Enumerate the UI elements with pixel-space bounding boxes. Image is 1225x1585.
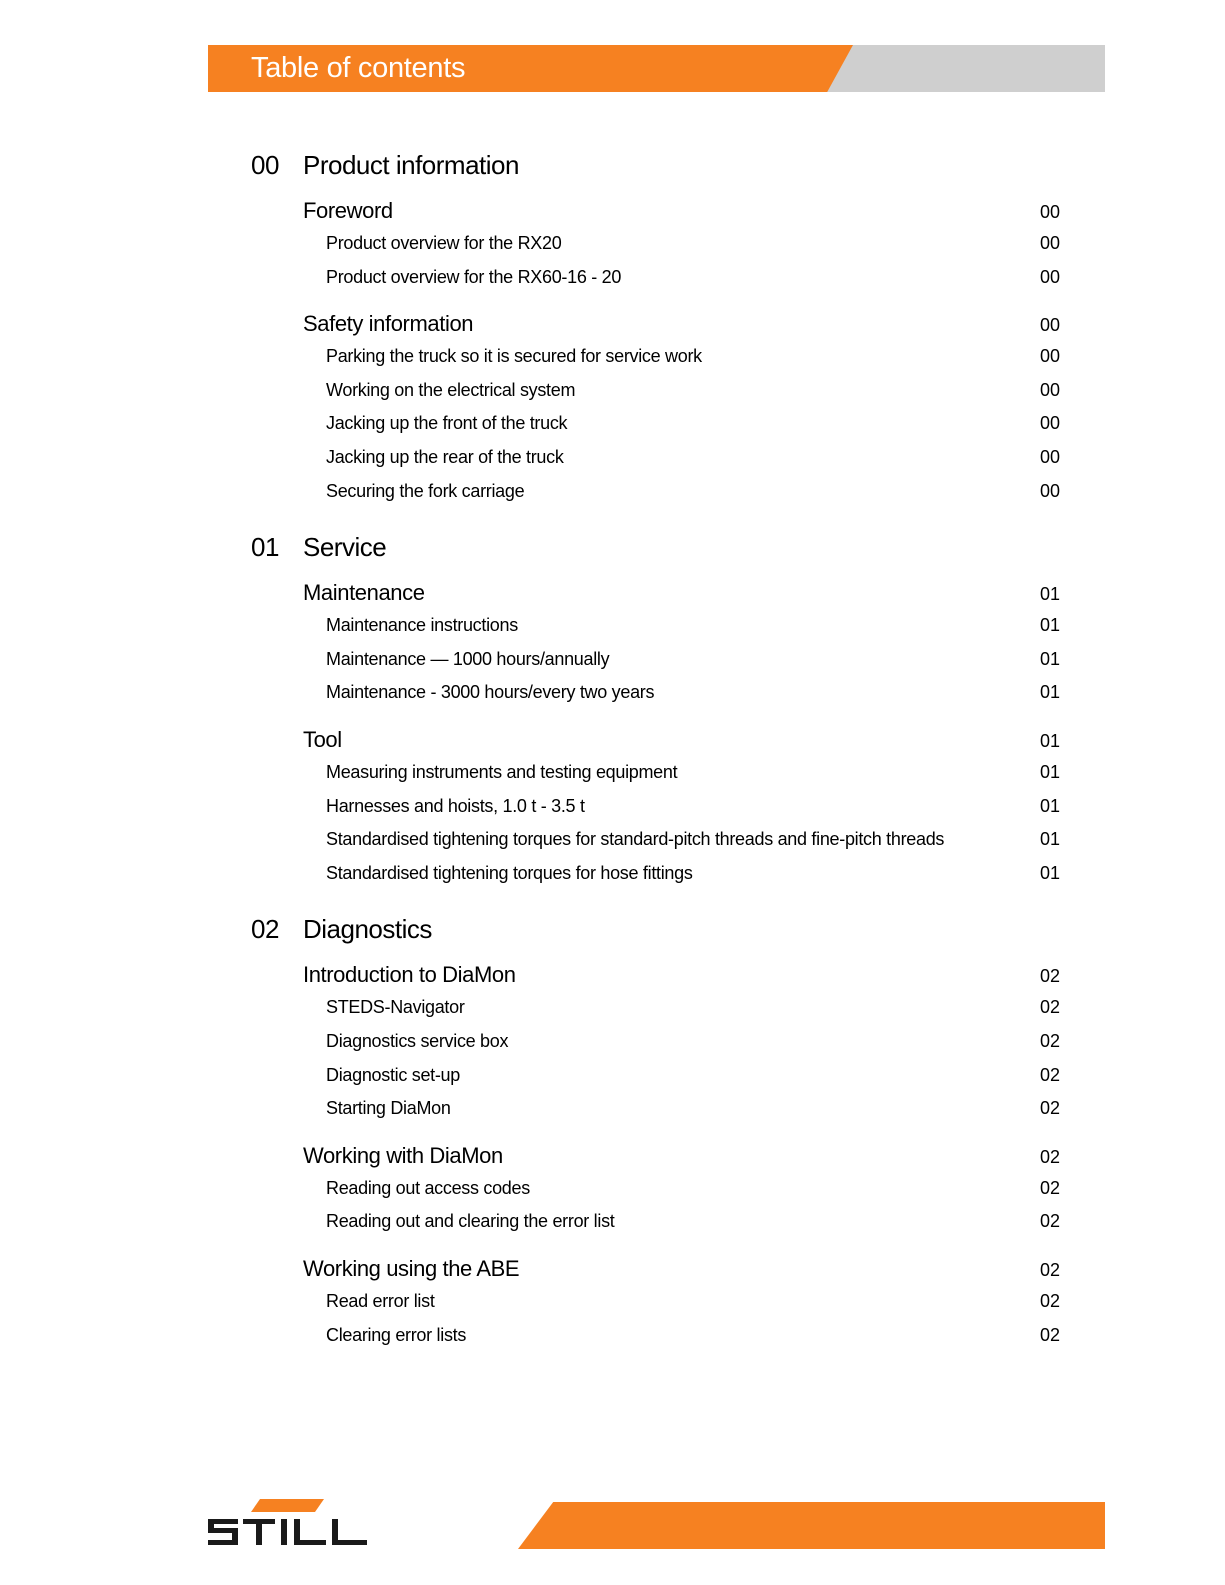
page-number: 02 (1040, 997, 1061, 1018)
section-title[interactable]: Safety information (303, 311, 474, 337)
footer-accent-bar (518, 1502, 1105, 1549)
section-title[interactable]: Introduction to DiaMon (303, 962, 516, 988)
page-number: 01 (1040, 762, 1061, 782)
page-number: 02 (1040, 1324, 1061, 1345)
page-number: 01 (1040, 648, 1061, 669)
chapter-number: 01 (251, 532, 279, 563)
page-number: 00 (1040, 346, 1061, 367)
entry-title[interactable]: Jacking up the rear of the truck (326, 447, 564, 467)
page-number: 00 (1040, 233, 1061, 253)
still-logo-icon (208, 1499, 373, 1551)
entry-title[interactable]: Diagnostics service box (326, 1031, 509, 1051)
entry-title[interactable]: Diagnostic set-up (326, 1064, 460, 1085)
entry-title[interactable]: Harnesses and hoists, 1.0 t - 3.5 t (326, 795, 585, 816)
page-number: 00 (1040, 266, 1061, 287)
page-title: Table of contents (251, 52, 466, 84)
page-number: 01 (1040, 682, 1061, 703)
section-title[interactable]: Foreword (303, 198, 393, 223)
entry-title[interactable]: Product overview for the RX60-16 - 20 (326, 266, 622, 287)
page-number: 02 (1040, 1064, 1061, 1085)
page-number: 00 (1040, 447, 1061, 467)
entry-title[interactable]: Maintenance instructions (326, 615, 518, 636)
entry-title[interactable]: Jacking up the front of the truck (326, 413, 568, 434)
entry-title[interactable]: Starting DiaMon (326, 1098, 451, 1119)
page-number: 00 (1040, 379, 1061, 400)
page-number: 02 (1040, 1260, 1061, 1280)
section-title[interactable]: Tool (303, 727, 342, 752)
page-number: 02 (1040, 1146, 1061, 1167)
page-number: 00 (1040, 315, 1061, 336)
page-number: 00 (1040, 202, 1061, 222)
page-number: 02 (1040, 1098, 1061, 1119)
section-title[interactable]: Working using the ABE (303, 1256, 520, 1281)
entry-title[interactable]: Securing the fork carriage (326, 480, 525, 501)
entry-title[interactable]: Working on the electrical system (326, 379, 576, 400)
page-number: 00 (1040, 480, 1061, 501)
page-number: 01 (1040, 829, 1061, 850)
entry-title[interactable]: Parking the truck so it is secured for service work (326, 346, 702, 367)
chapter-title: Service (303, 532, 387, 563)
chapter-number: 00 (251, 150, 279, 180)
entry-title[interactable]: Measuring instruments and testing equipment (326, 762, 678, 782)
entry-title[interactable]: Maintenance - 3000 hours/every two years (326, 682, 655, 703)
header-bar (208, 45, 1105, 92)
entry-title[interactable]: Reading out and clearing the error list (326, 1211, 615, 1232)
entry-title[interactable]: Standardised tightening torques for hose fittings (326, 862, 693, 883)
entry-title[interactable]: Product overview for the RX20 (326, 233, 562, 253)
entry-title[interactable]: Maintenance — 1000 hours/annually (326, 648, 610, 669)
page-number: 02 (1040, 1031, 1061, 1051)
page-number: 01 (1040, 731, 1061, 751)
page-number: 01 (1040, 615, 1061, 636)
chapter-title: Product information (303, 150, 519, 180)
section-title[interactable]: Maintenance (303, 580, 425, 606)
entry-title[interactable]: Reading out access codes (326, 1177, 530, 1198)
page-number: 02 (1040, 1211, 1061, 1232)
entry-title[interactable]: Read error list (326, 1291, 435, 1311)
page-number: 01 (1040, 795, 1061, 816)
section-title[interactable]: Working with DiaMon (303, 1142, 503, 1168)
page-number: 01 (1040, 584, 1061, 605)
page-number: 01 (1040, 862, 1061, 883)
entry-title[interactable]: Clearing error lists (326, 1324, 467, 1345)
page-number: 02 (1040, 966, 1061, 987)
page-number: 00 (1040, 413, 1061, 434)
chapter-number: 02 (251, 914, 279, 945)
page-number: 02 (1040, 1291, 1061, 1311)
entry-title[interactable]: Standardised tightening torques for standard-pitch threads and fine-pitch threads (326, 829, 945, 850)
page-number: 02 (1040, 1177, 1061, 1198)
entry-title[interactable]: STEDS-Navigator (326, 997, 465, 1018)
chapter-title: Diagnostics (303, 914, 432, 945)
